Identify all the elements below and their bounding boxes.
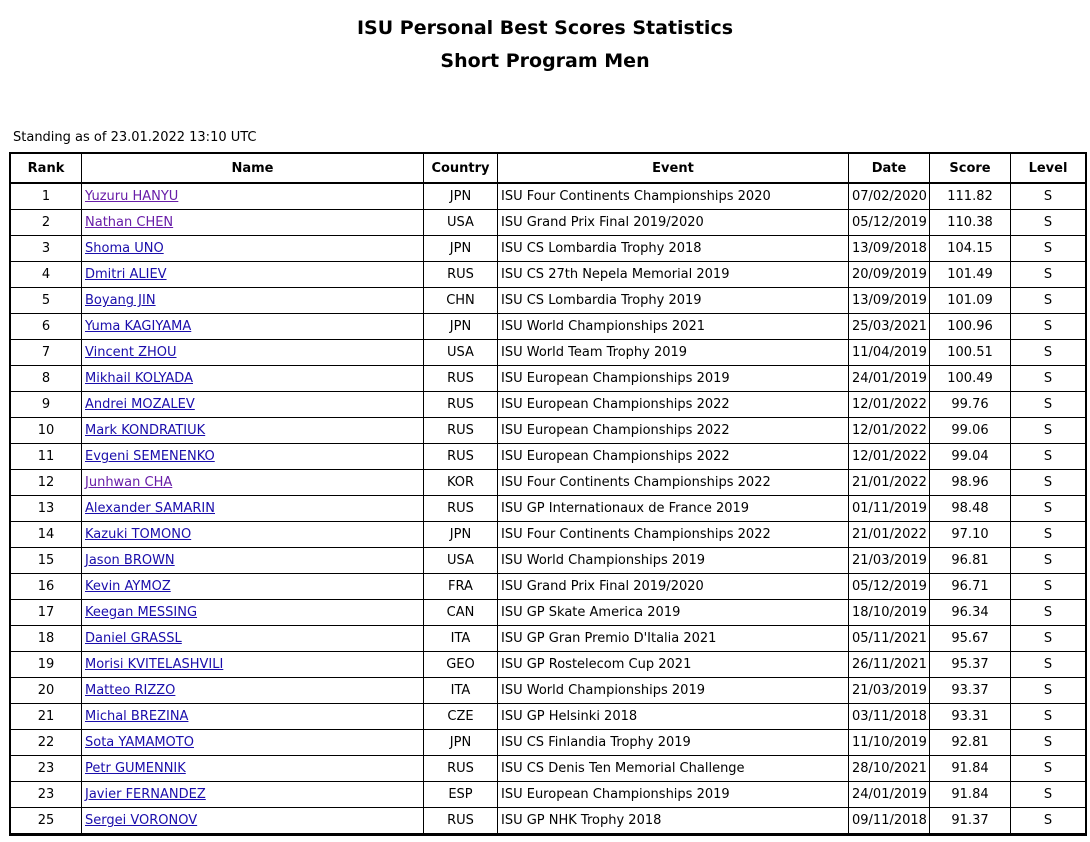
skater-name-link[interactable]: Javier FERNANDEZ	[85, 787, 206, 802]
name-cell	[82, 340, 424, 366]
country-cell: RUS	[424, 262, 498, 288]
event-cell: ISU CS Lombardia Trophy 2018	[498, 236, 849, 262]
standing-timestamp: Standing as of 23.01.2022 13:10 UTC	[13, 130, 257, 145]
skater-name-link[interactable]: Mark KONDRATIUK	[85, 423, 206, 438]
name-cell	[82, 730, 424, 756]
column-header-country: Country	[424, 154, 498, 184]
table-row	[11, 496, 1085, 522]
rank-cell: 3	[11, 236, 82, 262]
skater-name-link[interactable]: Nathan CHEN	[85, 215, 174, 230]
table-header-row	[11, 154, 1085, 184]
date-cell: 12/01/2022	[849, 392, 930, 418]
name-cell	[82, 548, 424, 574]
column-header-level: Level	[1011, 154, 1085, 184]
event-cell: ISU GP Internationaux de France 2019	[498, 496, 849, 522]
event-cell: ISU GP Skate America 2019	[498, 600, 849, 626]
level-cell: S	[1011, 574, 1085, 600]
rank-cell: 22	[11, 730, 82, 756]
score-cell: 91.84	[930, 756, 1011, 782]
country-cell: RUS	[424, 808, 498, 834]
skater-name-link[interactable]: Sota YAMAMOTO	[85, 735, 194, 750]
column-header-name: Name	[82, 154, 424, 184]
table-row	[11, 678, 1085, 704]
table-row	[11, 808, 1085, 834]
score-cell: 96.71	[930, 574, 1011, 600]
skater-name-link[interactable]: Yuzuru HANYU	[85, 189, 179, 204]
table-row	[11, 626, 1085, 652]
table-row	[11, 340, 1085, 366]
rank-cell: 21	[11, 704, 82, 730]
table-row	[11, 262, 1085, 288]
date-cell: 25/03/2021	[849, 314, 930, 340]
country-cell: RUS	[424, 366, 498, 392]
skater-name-link[interactable]: Petr GUMENNIK	[85, 761, 186, 776]
country-cell: JPN	[424, 730, 498, 756]
table-row	[11, 444, 1085, 470]
rank-cell: 19	[11, 652, 82, 678]
score-cell: 98.96	[930, 470, 1011, 496]
event-cell: ISU World Championships 2019	[498, 548, 849, 574]
skater-name-link[interactable]: Evgeni SEMENENKO	[85, 449, 215, 464]
skater-name-link[interactable]: Kazuki TOMONO	[85, 527, 192, 542]
skater-name-link[interactable]: Junhwan CHA	[85, 475, 173, 490]
rank-cell: 20	[11, 678, 82, 704]
table-row	[11, 548, 1085, 574]
country-cell: JPN	[424, 314, 498, 340]
date-cell: 11/04/2019	[849, 340, 930, 366]
name-cell	[82, 782, 424, 808]
name-cell	[82, 366, 424, 392]
score-cell: 111.82	[930, 184, 1011, 210]
rank-cell: 5	[11, 288, 82, 314]
table-row	[11, 314, 1085, 340]
level-cell: S	[1011, 366, 1085, 392]
score-cell: 100.96	[930, 314, 1011, 340]
skater-name-link[interactable]: Sergei VORONOV	[85, 813, 198, 828]
table-row	[11, 574, 1085, 600]
level-cell: S	[1011, 314, 1085, 340]
score-cell: 96.34	[930, 600, 1011, 626]
skater-name-link[interactable]: Daniel GRASSL	[85, 631, 182, 646]
rank-cell: 14	[11, 522, 82, 548]
event-cell: ISU European Championships 2022	[498, 444, 849, 470]
date-cell: 01/11/2019	[849, 496, 930, 522]
name-cell	[82, 210, 424, 236]
score-cell: 101.09	[930, 288, 1011, 314]
score-cell: 96.81	[930, 548, 1011, 574]
event-cell: ISU European Championships 2019	[498, 782, 849, 808]
date-cell: 07/02/2020	[849, 184, 930, 210]
score-cell: 92.81	[930, 730, 1011, 756]
name-cell	[82, 392, 424, 418]
level-cell: S	[1011, 678, 1085, 704]
scores-table	[9, 152, 1087, 836]
name-cell	[82, 756, 424, 782]
skater-name-link[interactable]: Matteo RIZZO	[85, 683, 176, 698]
rank-cell: 11	[11, 444, 82, 470]
column-header-event: Event	[498, 154, 849, 184]
score-cell: 91.84	[930, 782, 1011, 808]
event-cell: ISU Grand Prix Final 2019/2020	[498, 210, 849, 236]
table-row	[11, 782, 1085, 808]
event-cell: ISU Four Continents Championships 2020	[498, 184, 849, 210]
rank-cell: 8	[11, 366, 82, 392]
event-cell: ISU GP Helsinki 2018	[498, 704, 849, 730]
rank-cell: 12	[11, 470, 82, 496]
event-cell: ISU World Championships 2019	[498, 678, 849, 704]
country-cell: CZE	[424, 704, 498, 730]
country-cell: USA	[424, 548, 498, 574]
score-cell: 99.04	[930, 444, 1011, 470]
level-cell: S	[1011, 496, 1085, 522]
event-cell: ISU GP Rostelecom Cup 2021	[498, 652, 849, 678]
score-cell: 95.37	[930, 652, 1011, 678]
name-cell	[82, 184, 424, 210]
name-cell	[82, 626, 424, 652]
skater-name-link[interactable]: Kevin AYMOZ	[85, 579, 171, 594]
rank-cell: 16	[11, 574, 82, 600]
rank-cell: 10	[11, 418, 82, 444]
country-cell: CAN	[424, 600, 498, 626]
level-cell: S	[1011, 808, 1085, 834]
rank-cell: 18	[11, 626, 82, 652]
table-row	[11, 392, 1085, 418]
score-cell: 101.49	[930, 262, 1011, 288]
skater-name-link[interactable]: Shoma UNO	[85, 241, 164, 256]
skater-name-link[interactable]: Andrei MOZALEV	[85, 397, 195, 412]
table-row	[11, 366, 1085, 392]
name-cell	[82, 236, 424, 262]
skater-name-link[interactable]: Mikhail KOLYADA	[85, 371, 193, 386]
country-cell: CHN	[424, 288, 498, 314]
skater-name-link[interactable]: Alexander SAMARIN	[85, 501, 215, 516]
event-cell: ISU Four Continents Championships 2022	[498, 522, 849, 548]
name-cell	[82, 574, 424, 600]
name-cell	[82, 496, 424, 522]
name-cell	[82, 418, 424, 444]
level-cell: S	[1011, 782, 1085, 808]
country-cell: USA	[424, 210, 498, 236]
score-cell: 100.49	[930, 366, 1011, 392]
country-cell: RUS	[424, 756, 498, 782]
country-cell: JPN	[424, 522, 498, 548]
score-cell: 100.51	[930, 340, 1011, 366]
table-row	[11, 210, 1085, 236]
level-cell: S	[1011, 392, 1085, 418]
country-cell: ITA	[424, 678, 498, 704]
skater-name-link[interactable]: Vincent ZHOU	[85, 345, 177, 360]
date-cell: 21/01/2022	[849, 522, 930, 548]
table-row	[11, 288, 1085, 314]
country-cell: RUS	[424, 444, 498, 470]
level-cell: S	[1011, 470, 1085, 496]
event-cell: ISU GP Gran Premio D'Italia 2021	[498, 626, 849, 652]
date-cell: 20/09/2019	[849, 262, 930, 288]
date-cell: 18/10/2019	[849, 600, 930, 626]
country-cell: JPN	[424, 236, 498, 262]
column-header-score: Score	[930, 154, 1011, 184]
event-cell: ISU CS 27th Nepela Memorial 2019	[498, 262, 849, 288]
date-cell: 21/03/2019	[849, 678, 930, 704]
level-cell: S	[1011, 730, 1085, 756]
date-cell: 12/01/2022	[849, 418, 930, 444]
date-cell: 28/10/2021	[849, 756, 930, 782]
event-cell: ISU CS Finlandia Trophy 2019	[498, 730, 849, 756]
table-row	[11, 184, 1085, 210]
country-cell: ITA	[424, 626, 498, 652]
name-cell	[82, 808, 424, 834]
score-cell: 91.37	[930, 808, 1011, 834]
skater-name-link[interactable]: Michal BREZINA	[85, 709, 189, 724]
skater-name-link[interactable]: Dmitri ALIEV	[85, 267, 167, 282]
rank-cell: 23	[11, 756, 82, 782]
date-cell: 21/03/2019	[849, 548, 930, 574]
page-title: ISU Personal Best Scores Statistics	[356, 17, 734, 39]
rank-cell: 6	[11, 314, 82, 340]
event-cell: ISU European Championships 2022	[498, 418, 849, 444]
rank-cell: 25	[11, 808, 82, 834]
table-row	[11, 236, 1085, 262]
name-cell	[82, 262, 424, 288]
score-cell: 95.67	[930, 626, 1011, 652]
table-row	[11, 600, 1085, 626]
table-row	[11, 704, 1085, 730]
level-cell: S	[1011, 340, 1085, 366]
event-cell: ISU GP NHK Trophy 2018	[498, 808, 849, 834]
rank-cell: 23	[11, 782, 82, 808]
skater-name-link[interactable]: Jason BROWN	[85, 553, 175, 568]
table-row	[11, 418, 1085, 444]
event-cell: ISU CS Lombardia Trophy 2019	[498, 288, 849, 314]
name-cell	[82, 678, 424, 704]
name-cell	[82, 470, 424, 496]
date-cell: 21/01/2022	[849, 470, 930, 496]
score-cell: 93.31	[930, 704, 1011, 730]
country-cell: RUS	[424, 392, 498, 418]
skater-name-link[interactable]: Keegan MESSING	[85, 605, 198, 620]
country-cell: RUS	[424, 418, 498, 444]
event-cell: ISU European Championships 2022	[498, 392, 849, 418]
level-cell: S	[1011, 210, 1085, 236]
event-cell: ISU CS Denis Ten Memorial Challenge	[498, 756, 849, 782]
score-cell: 99.06	[930, 418, 1011, 444]
score-cell: 99.76	[930, 392, 1011, 418]
name-cell	[82, 704, 424, 730]
event-cell: ISU Four Continents Championships 2022	[498, 470, 849, 496]
table-row	[11, 470, 1085, 496]
event-cell: ISU European Championships 2019	[498, 366, 849, 392]
skater-name-link[interactable]: Morisi KVITELASHVILI	[85, 657, 224, 672]
column-header-date: Date	[849, 154, 930, 184]
level-cell: S	[1011, 444, 1085, 470]
country-cell: JPN	[424, 184, 498, 210]
name-cell	[82, 288, 424, 314]
name-cell	[82, 600, 424, 626]
skater-name-link[interactable]: Yuma KAGIYAMA	[85, 319, 192, 334]
event-cell: ISU World Team Trophy 2019	[498, 340, 849, 366]
level-cell: S	[1011, 418, 1085, 444]
rank-cell: 7	[11, 340, 82, 366]
date-cell: 13/09/2019	[849, 288, 930, 314]
date-cell: 05/12/2019	[849, 210, 930, 236]
level-cell: S	[1011, 236, 1085, 262]
table-row	[11, 756, 1085, 782]
level-cell: S	[1011, 522, 1085, 548]
level-cell: S	[1011, 704, 1085, 730]
level-cell: S	[1011, 652, 1085, 678]
date-cell: 13/09/2018	[849, 236, 930, 262]
skater-name-link[interactable]: Boyang JIN	[85, 293, 156, 308]
country-cell: FRA	[424, 574, 498, 600]
level-cell: S	[1011, 548, 1085, 574]
score-cell: 98.48	[930, 496, 1011, 522]
score-cell: 104.15	[930, 236, 1011, 262]
event-cell: ISU World Championships 2021	[498, 314, 849, 340]
name-cell	[82, 522, 424, 548]
date-cell: 26/11/2021	[849, 652, 930, 678]
name-cell	[82, 652, 424, 678]
level-cell: S	[1011, 184, 1085, 210]
level-cell: S	[1011, 600, 1085, 626]
table-row	[11, 652, 1085, 678]
rank-cell: 1	[11, 184, 82, 210]
rank-cell: 17	[11, 600, 82, 626]
date-cell: 12/01/2022	[849, 444, 930, 470]
country-cell: KOR	[424, 470, 498, 496]
score-cell: 110.38	[930, 210, 1011, 236]
level-cell: S	[1011, 626, 1085, 652]
country-cell: RUS	[424, 496, 498, 522]
rank-cell: 15	[11, 548, 82, 574]
date-cell: 24/01/2019	[849, 366, 930, 392]
date-cell: 03/11/2018	[849, 704, 930, 730]
table-row	[11, 522, 1085, 548]
level-cell: S	[1011, 756, 1085, 782]
rank-cell: 9	[11, 392, 82, 418]
page-subtitle: Short Program Men	[440, 50, 650, 72]
country-cell: ESP	[424, 782, 498, 808]
score-cell: 93.37	[930, 678, 1011, 704]
country-cell: GEO	[424, 652, 498, 678]
date-cell: 11/10/2019	[849, 730, 930, 756]
level-cell: S	[1011, 288, 1085, 314]
name-cell	[82, 314, 424, 340]
score-cell: 97.10	[930, 522, 1011, 548]
country-cell: USA	[424, 340, 498, 366]
table-row	[11, 730, 1085, 756]
rank-cell: 13	[11, 496, 82, 522]
column-header-rank: Rank	[11, 154, 82, 184]
date-cell: 09/11/2018	[849, 808, 930, 834]
name-cell	[82, 444, 424, 470]
event-cell: ISU Grand Prix Final 2019/2020	[498, 574, 849, 600]
rank-cell: 4	[11, 262, 82, 288]
date-cell: 05/12/2019	[849, 574, 930, 600]
level-cell: S	[1011, 262, 1085, 288]
rank-cell: 2	[11, 210, 82, 236]
date-cell: 05/11/2021	[849, 626, 930, 652]
date-cell: 24/01/2019	[849, 782, 930, 808]
